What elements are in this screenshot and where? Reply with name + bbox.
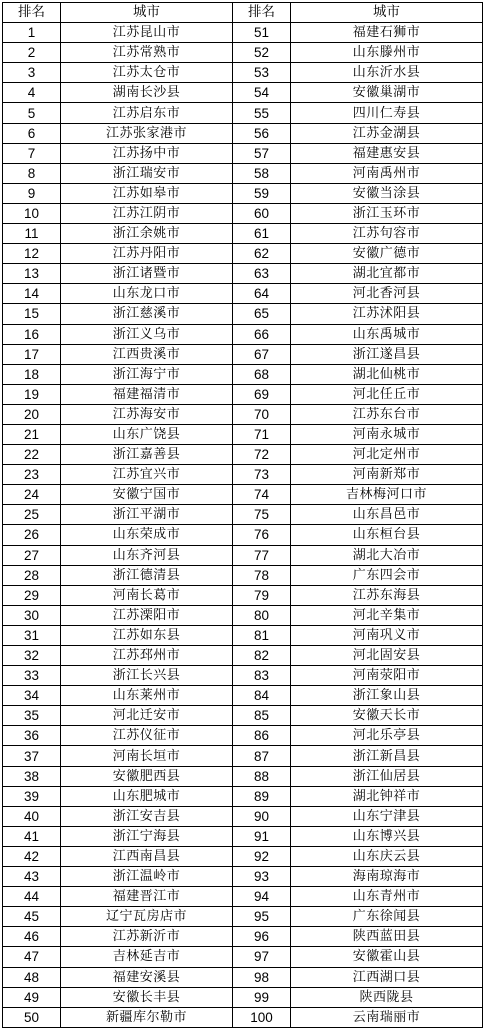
rank-left-cell: 20 — [3, 404, 61, 424]
rank-right-cell: 54 — [233, 83, 291, 103]
table-row — [3, 83, 483, 103]
table-row — [3, 666, 483, 686]
rank-left-cell: 10 — [3, 203, 61, 223]
rank-left-cell: 4 — [3, 83, 61, 103]
city-left-cell: 山东龙口市 — [61, 284, 233, 304]
table-row — [3, 565, 483, 585]
city-right-cell: 江苏东海县 — [291, 585, 483, 605]
city-left-cell: 江西贵溪市 — [61, 344, 233, 364]
rank-right-cell: 80 — [233, 605, 291, 625]
rank-right-cell: 56 — [233, 123, 291, 143]
city-right-cell: 山东宁津县 — [291, 806, 483, 826]
rank-left-cell: 45 — [3, 907, 61, 927]
ranking-table — [2, 2, 483, 1028]
rank-left-cell: 47 — [3, 947, 61, 967]
city-left-cell: 新疆库尔勒市 — [61, 1007, 233, 1027]
table-row — [3, 605, 483, 625]
table-row — [3, 304, 483, 324]
rank-right-cell: 81 — [233, 625, 291, 645]
rank-left-cell: 48 — [3, 967, 61, 987]
city-right-cell: 山东沂水县 — [291, 63, 483, 83]
table-row — [3, 244, 483, 264]
header-row — [3, 3, 483, 23]
rank-right-cell: 59 — [233, 183, 291, 203]
rank-left-cell: 28 — [3, 565, 61, 585]
rank-left-cell: 5 — [3, 103, 61, 123]
rank-right-cell: 51 — [233, 23, 291, 43]
table-row — [3, 887, 483, 907]
rank-left-cell: 14 — [3, 284, 61, 304]
rank-right-cell: 70 — [233, 404, 291, 424]
city-right-cell: 安徽霍山县 — [291, 947, 483, 967]
table-row — [3, 686, 483, 706]
rank-right-cell: 60 — [233, 203, 291, 223]
city-left-cell: 江苏新沂市 — [61, 927, 233, 947]
table-row — [3, 284, 483, 304]
rank-left-cell: 50 — [3, 1007, 61, 1027]
table-row — [3, 585, 483, 605]
city-left-cell: 安徽肥西县 — [61, 766, 233, 786]
table-row — [3, 445, 483, 465]
city-right-cell: 陕西蓝田县 — [291, 927, 483, 947]
city-right-cell: 陕西陇县 — [291, 987, 483, 1007]
rank-right-cell: 65 — [233, 304, 291, 324]
city-left-cell: 江苏仪征市 — [61, 726, 233, 746]
city-right-cell: 河南新郑市 — [291, 465, 483, 485]
rank-right-cell: 87 — [233, 746, 291, 766]
city-left-cell: 江苏江阴市 — [61, 203, 233, 223]
city-left-cell: 湖南长沙县 — [61, 83, 233, 103]
table-row — [3, 846, 483, 866]
rank-right-cell: 62 — [233, 244, 291, 264]
rank-right-cell: 86 — [233, 726, 291, 746]
rank-left-cell: 38 — [3, 766, 61, 786]
rank-left-cell: 34 — [3, 686, 61, 706]
city-left-cell: 江苏常熟市 — [61, 43, 233, 63]
table-row — [3, 706, 483, 726]
city-right-cell: 福建石狮市 — [291, 23, 483, 43]
city-left-cell: 河南长葛市 — [61, 585, 233, 605]
rank-right-cell: 75 — [233, 505, 291, 525]
rank-left-cell: 22 — [3, 445, 61, 465]
rank-right-cell: 53 — [233, 63, 291, 83]
table-row — [3, 485, 483, 505]
rank-right-cell: 99 — [233, 987, 291, 1007]
table-row — [3, 123, 483, 143]
rank-right-cell: 93 — [233, 867, 291, 887]
rank-right-cell: 61 — [233, 224, 291, 244]
table-row — [3, 163, 483, 183]
rank-header-left: 排名 — [3, 3, 61, 23]
table-row — [3, 967, 483, 987]
city-left-cell: 江苏张家港市 — [61, 123, 233, 143]
rank-left-cell: 17 — [3, 344, 61, 364]
city-left-cell: 江苏启东市 — [61, 103, 233, 123]
city-left-cell: 安徽宁国市 — [61, 485, 233, 505]
table-row — [3, 43, 483, 63]
city-right-cell: 浙江仙居县 — [291, 766, 483, 786]
table-row — [3, 203, 483, 223]
city-right-cell: 广东徐闻县 — [291, 907, 483, 927]
rank-left-cell: 39 — [3, 786, 61, 806]
rank-left-cell: 7 — [3, 143, 61, 163]
rank-left-cell: 33 — [3, 666, 61, 686]
rank-right-cell: 52 — [233, 43, 291, 63]
city-left-cell: 浙江宁海县 — [61, 826, 233, 846]
rank-left-cell: 44 — [3, 887, 61, 907]
table-row — [3, 505, 483, 525]
city-right-cell: 浙江象山县 — [291, 686, 483, 706]
rank-right-cell: 94 — [233, 887, 291, 907]
table-row — [3, 987, 483, 1007]
rank-left-cell: 11 — [3, 224, 61, 244]
rank-left-cell: 46 — [3, 927, 61, 947]
city-right-cell: 海南琼海市 — [291, 867, 483, 887]
rank-left-cell: 9 — [3, 183, 61, 203]
table-row — [3, 143, 483, 163]
rank-right-cell: 67 — [233, 344, 291, 364]
city-right-cell: 吉林梅河口市 — [291, 485, 483, 505]
table-row — [3, 344, 483, 364]
city-right-cell: 山东昌邑市 — [291, 505, 483, 525]
rank-right-cell: 68 — [233, 364, 291, 384]
rank-right-cell: 89 — [233, 786, 291, 806]
city-left-cell: 浙江余姚市 — [61, 224, 233, 244]
city-right-cell: 山东庆云县 — [291, 846, 483, 866]
city-left-cell: 吉林延吉市 — [61, 947, 233, 967]
table-row — [3, 545, 483, 565]
table-row — [3, 867, 483, 887]
city-right-cell: 山东博兴县 — [291, 826, 483, 846]
table-row — [3, 786, 483, 806]
rank-right-cell: 71 — [233, 424, 291, 444]
city-left-cell: 江苏如皋市 — [61, 183, 233, 203]
city-left-cell: 浙江温岭市 — [61, 867, 233, 887]
city-right-cell: 河北任丘市 — [291, 384, 483, 404]
rank-right-cell: 78 — [233, 565, 291, 585]
rank-left-cell: 13 — [3, 264, 61, 284]
table-row — [3, 927, 483, 947]
city-right-cell: 安徽当涂县 — [291, 183, 483, 203]
rank-left-cell: 24 — [3, 485, 61, 505]
rank-right-cell: 85 — [233, 706, 291, 726]
city-right-cell: 江苏东台市 — [291, 404, 483, 424]
rank-left-cell: 31 — [3, 625, 61, 645]
city-right-cell: 安徽天长市 — [291, 706, 483, 726]
city-right-cell: 江苏金湖县 — [291, 123, 483, 143]
rank-right-cell: 98 — [233, 967, 291, 987]
city-left-cell: 浙江慈溪市 — [61, 304, 233, 324]
rank-left-cell: 25 — [3, 505, 61, 525]
table-row — [3, 1007, 483, 1027]
rank-right-cell: 77 — [233, 545, 291, 565]
city-left-cell: 山东肥城市 — [61, 786, 233, 806]
table-row — [3, 324, 483, 344]
rank-left-cell: 43 — [3, 867, 61, 887]
rank-left-cell: 21 — [3, 424, 61, 444]
city-right-cell: 浙江遂昌县 — [291, 344, 483, 364]
table-row — [3, 646, 483, 666]
rank-right-cell: 82 — [233, 646, 291, 666]
city-left-cell: 安徽长丰县 — [61, 987, 233, 1007]
city-left-cell: 辽宁瓦房店市 — [61, 907, 233, 927]
table-row — [3, 947, 483, 967]
rank-right-cell: 91 — [233, 826, 291, 846]
rank-right-cell: 95 — [233, 907, 291, 927]
rank-left-cell: 16 — [3, 324, 61, 344]
city-left-cell: 江苏丹阳市 — [61, 244, 233, 264]
rank-left-cell: 15 — [3, 304, 61, 324]
city-left-cell: 江苏太仓市 — [61, 63, 233, 83]
city-right-cell: 广东四会市 — [291, 565, 483, 585]
table-body — [3, 23, 483, 1028]
rank-left-cell: 12 — [3, 244, 61, 264]
rank-left-cell: 2 — [3, 43, 61, 63]
table-row — [3, 384, 483, 404]
rank-right-cell: 66 — [233, 324, 291, 344]
table-row — [3, 424, 483, 444]
city-left-cell: 浙江平湖市 — [61, 505, 233, 525]
city-right-cell: 河南巩义市 — [291, 625, 483, 645]
city-right-cell: 云南瑞丽市 — [291, 1007, 483, 1027]
city-right-cell: 浙江新昌县 — [291, 746, 483, 766]
rank-left-cell: 6 — [3, 123, 61, 143]
city-right-cell: 浙江玉环市 — [291, 203, 483, 223]
rank-right-cell: 72 — [233, 445, 291, 465]
city-left-cell: 浙江义乌市 — [61, 324, 233, 344]
rank-left-cell: 8 — [3, 163, 61, 183]
city-right-cell: 江苏沭阳县 — [291, 304, 483, 324]
city-left-cell: 河北迁安市 — [61, 706, 233, 726]
city-left-cell: 江苏邳州市 — [61, 646, 233, 666]
city-right-cell: 河南荥阳市 — [291, 666, 483, 686]
table-row — [3, 806, 483, 826]
city-right-cell: 安徽广德市 — [291, 244, 483, 264]
rank-right-cell: 90 — [233, 806, 291, 826]
rank-right-cell: 88 — [233, 766, 291, 786]
city-header-left: 城市 — [61, 3, 233, 23]
city-left-cell: 浙江瑞安市 — [61, 163, 233, 183]
city-left-cell: 江苏宜兴市 — [61, 465, 233, 485]
rank-right-cell: 84 — [233, 686, 291, 706]
city-right-cell: 湖北仙桃市 — [291, 364, 483, 384]
city-left-cell: 福建安溪县 — [61, 967, 233, 987]
city-right-cell: 山东青州市 — [291, 887, 483, 907]
rank-header-right: 排名 — [233, 3, 291, 23]
city-right-cell: 江苏句容市 — [291, 224, 483, 244]
city-left-cell: 山东荣成市 — [61, 525, 233, 545]
city-left-cell: 浙江安吉县 — [61, 806, 233, 826]
city-left-cell: 江苏扬中市 — [61, 143, 233, 163]
table-row — [3, 103, 483, 123]
city-left-cell: 江苏海安市 — [61, 404, 233, 424]
table-row — [3, 826, 483, 846]
city-right-cell: 四川仁寿县 — [291, 103, 483, 123]
rank-left-cell: 32 — [3, 646, 61, 666]
rank-left-cell: 29 — [3, 585, 61, 605]
table-row — [3, 364, 483, 384]
city-right-cell: 福建惠安县 — [291, 143, 483, 163]
city-left-cell: 浙江嘉善县 — [61, 445, 233, 465]
city-left-cell: 浙江诸暨市 — [61, 264, 233, 284]
rank-right-cell: 96 — [233, 927, 291, 947]
table-row — [3, 746, 483, 766]
rank-left-cell: 3 — [3, 63, 61, 83]
city-left-cell: 山东齐河县 — [61, 545, 233, 565]
city-left-cell: 江苏溧阳市 — [61, 605, 233, 625]
table-row — [3, 907, 483, 927]
rank-right-cell: 100 — [233, 1007, 291, 1027]
rank-right-cell: 83 — [233, 666, 291, 686]
rank-left-cell: 36 — [3, 726, 61, 746]
rank-left-cell: 35 — [3, 706, 61, 726]
rank-left-cell: 30 — [3, 605, 61, 625]
city-right-cell: 河南永城市 — [291, 424, 483, 444]
table-row — [3, 183, 483, 203]
city-left-cell: 浙江海宁市 — [61, 364, 233, 384]
rank-left-cell: 37 — [3, 746, 61, 766]
city-right-cell: 安徽巢湖市 — [291, 83, 483, 103]
rank-right-cell: 69 — [233, 384, 291, 404]
city-left-cell: 山东广饶县 — [61, 424, 233, 444]
rank-left-cell: 23 — [3, 465, 61, 485]
city-left-cell: 河南长垣市 — [61, 746, 233, 766]
city-right-cell: 山东桓台县 — [291, 525, 483, 545]
table-row — [3, 525, 483, 545]
city-header-right: 城市 — [291, 3, 483, 23]
rank-left-cell: 42 — [3, 846, 61, 866]
rank-right-cell: 74 — [233, 485, 291, 505]
table-row — [3, 766, 483, 786]
city-left-cell: 江西南昌县 — [61, 846, 233, 866]
city-left-cell: 福建晋江市 — [61, 887, 233, 907]
rank-left-cell: 19 — [3, 384, 61, 404]
city-left-cell: 福建福清市 — [61, 384, 233, 404]
table-row — [3, 625, 483, 645]
rank-left-cell: 49 — [3, 987, 61, 1007]
city-right-cell: 山东禹城市 — [291, 324, 483, 344]
rank-right-cell: 73 — [233, 465, 291, 485]
rank-left-cell: 1 — [3, 23, 61, 43]
city-left-cell: 浙江德清县 — [61, 565, 233, 585]
city-left-cell: 江苏如东县 — [61, 625, 233, 645]
city-right-cell: 湖北大冶市 — [291, 545, 483, 565]
city-right-cell: 河北定州市 — [291, 445, 483, 465]
city-right-cell: 湖北宜都市 — [291, 264, 483, 284]
table-row — [3, 404, 483, 424]
table-row — [3, 465, 483, 485]
rank-right-cell: 79 — [233, 585, 291, 605]
city-right-cell: 河北香河县 — [291, 284, 483, 304]
city-right-cell: 河北乐亭县 — [291, 726, 483, 746]
rank-right-cell: 63 — [233, 264, 291, 284]
rank-left-cell: 18 — [3, 364, 61, 384]
city-left-cell: 山东莱州市 — [61, 686, 233, 706]
city-right-cell: 河北固安县 — [291, 646, 483, 666]
table-row — [3, 726, 483, 746]
city-left-cell: 江苏昆山市 — [61, 23, 233, 43]
rank-left-cell: 26 — [3, 525, 61, 545]
rank-left-cell: 27 — [3, 545, 61, 565]
rank-right-cell: 64 — [233, 284, 291, 304]
table-row — [3, 224, 483, 244]
rank-right-cell: 57 — [233, 143, 291, 163]
city-right-cell: 湖北钟祥市 — [291, 786, 483, 806]
city-right-cell: 河南禹州市 — [291, 163, 483, 183]
rank-right-cell: 97 — [233, 947, 291, 967]
city-right-cell: 江西湖口县 — [291, 967, 483, 987]
rank-right-cell: 55 — [233, 103, 291, 123]
table-row — [3, 23, 483, 43]
rank-right-cell: 58 — [233, 163, 291, 183]
city-right-cell: 河北辛集市 — [291, 605, 483, 625]
city-left-cell: 浙江长兴县 — [61, 666, 233, 686]
rank-right-cell: 76 — [233, 525, 291, 545]
rank-left-cell: 41 — [3, 826, 61, 846]
city-right-cell: 山东滕州市 — [291, 43, 483, 63]
table-row — [3, 63, 483, 83]
rank-left-cell: 40 — [3, 806, 61, 826]
rank-right-cell: 92 — [233, 846, 291, 866]
table-row — [3, 264, 483, 284]
